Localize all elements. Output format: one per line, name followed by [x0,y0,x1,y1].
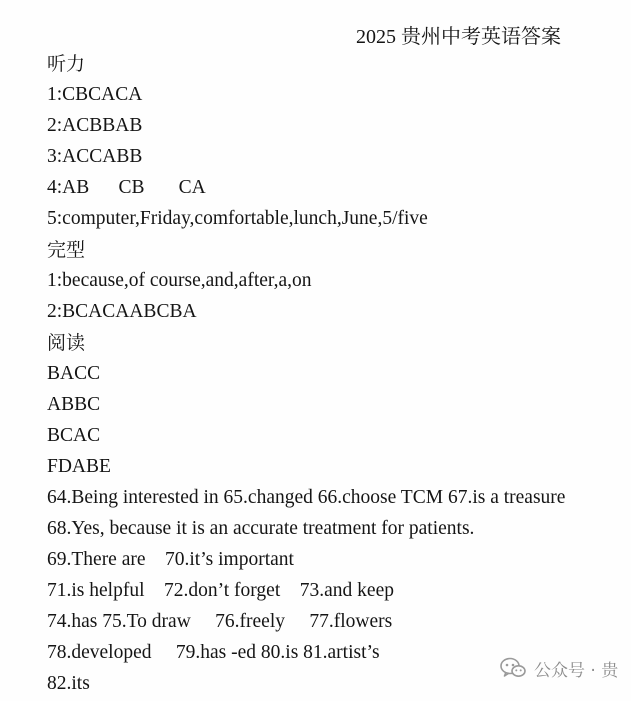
watermark-text: 公众号 · 贵 [534,660,619,681]
page-title: 2025 贵州中考英语答案 [356,26,561,48]
writing-line-68: 68.Yes, because it is an accurate treatment for patients. [47,518,475,539]
cloze-heading: 完型 [47,239,86,261]
listening-line-3: 3:ACCABB [47,146,143,167]
reading-line-1: BACC [47,363,101,384]
reading-heading: 阅读 [47,332,86,354]
writing-line-82: 82.its [47,673,90,694]
wechat-watermark [500,653,618,683]
listening-line-1: 1:CBCACA [47,84,143,105]
writing-line-74: 74.has 75.To draw 76.freely 77.flowers [47,611,393,632]
writing-line-78: 78.developed 79.has -ed 80.is 81.artist’s [47,642,380,663]
listening-heading: 听力 [47,53,86,75]
reading-line-3: BCAC [47,425,101,446]
writing-line-69: 69.There are 70.it’s important [47,549,294,570]
cloze-line-1: 1:because,of course,and,after,a,on [47,270,312,291]
listening-line-2: 2:ACBBAB [47,115,143,136]
writing-line-64: 64.Being interested in 65.changed 66.choose TCM 67.is a treasure [47,487,566,508]
reading-line-4: FDABE [47,456,111,477]
cloze-line-2: 2:BCACAABCBA [47,301,197,322]
listening-line-5: 5:computer,Friday,comfortable,lunch,June,5/five [47,208,428,229]
wechat-icon [500,657,526,679]
writing-line-71: 71.is helpful 72.don’t forget 73.and keep [47,580,394,601]
listening-line-4: 4:AB CB CA [47,177,206,198]
reading-line-2: ABBC [47,394,101,415]
